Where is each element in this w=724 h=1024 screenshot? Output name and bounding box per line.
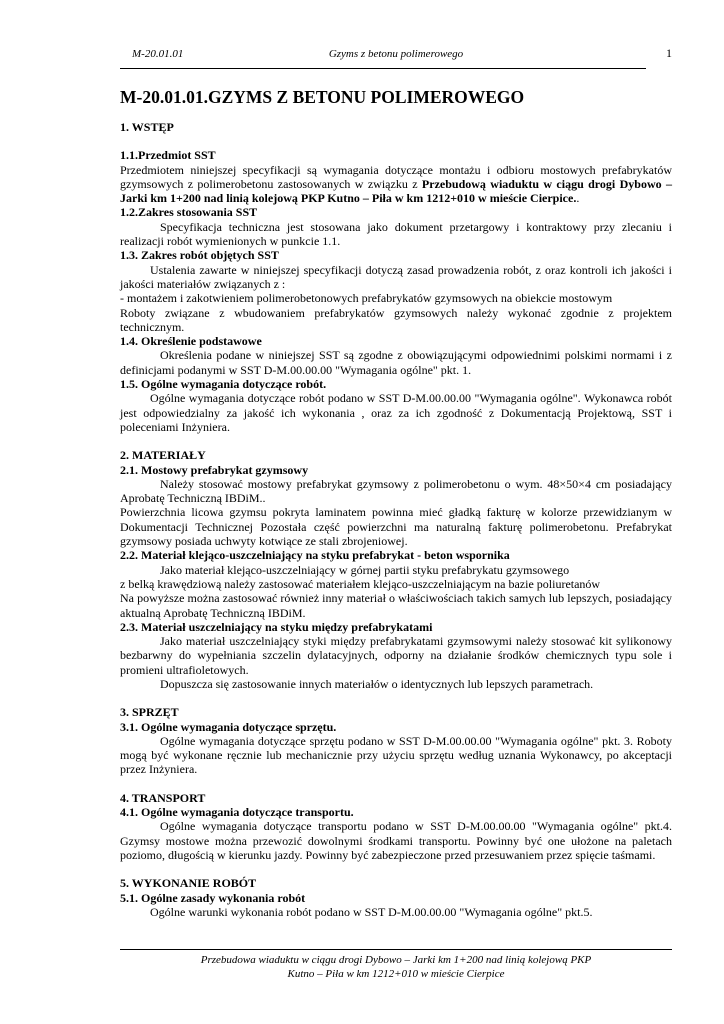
section-heading-execution: 5. WYKONANIE ROBÓT: [120, 876, 257, 891]
footer-line-2: Kutno – Piła w km 1212+010 w mieście Cierpice: [287, 968, 505, 980]
subsection-heading-2-2: 2.2. Materiał klejąco-uszczelniający na styku prefabrykat - beton wspornika: [120, 548, 510, 563]
subsection-heading-2-3: 2.3. Materiał uszczelniający na styku między prefabrykatami: [120, 619, 433, 634]
subsection-heading-5-1: 5.1. Ogólne zasady wykonania robót: [120, 890, 306, 905]
paragraph-2-1: Należy stosować mostowy prefabrykat gzymsowy z polimerobetonu o wym. 48×50×4 cm posiadający Aprobatę Techniczną IBDiM..: [120, 476, 672, 506]
paragraph-1-5: Ogólne wymagania dotyczące robót podano w SST D-M.00.00.00 "Wymagania ogólne". Wykonawca robót jest odpowiedzialny za jakość ich wykonania , oraz za ich zgodność z Dokumentacją Projektową, SST i poleceniami Inżyniera.: [120, 391, 672, 434]
paragraph-2-3-alt: Dopuszcza się zastosowanie innych materiałów o identycznych lub lepszych parametrach.: [160, 676, 594, 691]
document-title: M-20.01.01.GZYMS Z BETONU POLIMEROWEGO: [120, 87, 525, 107]
project-name: Przebudową wiaduktu w ciągu drogi Dybowo – Jarki km 1+200 nad linią kolejową PKP Kutno – Piła w km 1212+010 w mieście Cierpice.: [120, 176, 673, 206]
paragraph-1-4: Określenia podane w niniejszej SST są zgodne z obowiązującymi odpowiednimi polskimi normami i z definicjami podanymi w SST D-M.00.00.00 "Wymagania ogólne" pkt. 1.: [120, 348, 672, 377]
subsection-heading-1-3: 1.3. Zakres robót objętych SST: [120, 248, 279, 263]
paragraph-1-1: Przedmiotem niniejszej specyfikacji są wymagania dotyczące montażu i odbioru mostowych prefabrykatów gzymsowych z polimerobetonu zastosowanych w związku z Przebudową wiaduktu w ciągu drogi Dybowo – Jarki km 1+200 nad linią kolejową PKP Kutno – Piła w km 1212+010 w mieście Cierpice..: [120, 162, 673, 206]
paragraph-1-3: Ustalenia zawarte w niniejszej specyfikacji dotyczą zasad prowadzenia robót, z oraz kontroli ich jakości i jakości materiałów związanych z :: [120, 262, 672, 291]
subsection-heading-1-1: 1.1.Przedmiot SST: [120, 148, 216, 163]
footer-line-1: Przebudowa wiaduktu w ciągu drogi Dybowo – Jarki km 1+200 nad linią kolejową PKP: [200, 954, 592, 966]
header-divider: [120, 68, 646, 69]
subsection-heading-3-1: 3.1. Ogólne wymagania dotyczące sprzętu.: [120, 719, 337, 734]
page-footer: [120, 953, 672, 981]
paragraph-2-2: Jako materiał klejąco-uszczelniający w górnej partii styku prefabrykatu gzymsowego: [160, 562, 570, 577]
paragraph-2-2-alt: Na powyższe można zastosować również inny materiał o właściwościach takich samych lub lepszych, posiadający aktualną Aprobatę Techniczną IBDiM.: [120, 591, 672, 620]
document-body: [120, 86, 672, 919]
paragraph-1-3-note: Roboty związane z wbudowaniem prefabrykatów gzymsowych należy wykonać zgodnie z projektem technicznym.: [120, 305, 672, 334]
subsection-heading-2-1: 2.1. Mostowy prefabrykat gzymsowy: [120, 462, 309, 477]
paragraph-4-1: Ogólne wymagania dotyczące transportu podano w SST D-M.00.00.00 "Wymagania ogólne" pkt.4. Gzymsy mostowe można przewozić dowolnymi środkami transportu. Powinny być one ułożone na paletach poziomo, długością w kierunku jazdy. Powinny być zabezpieczone przed przesuwaniem przez spięcie taśmami.: [120, 819, 672, 862]
paragraph-2-2-cont: z belką krawędziową należy zastosować materiałem klejąco-uszczelniającym na bazie poliuretanów: [120, 576, 601, 591]
footer-divider: [120, 949, 672, 950]
paragraph-1-2: Specyfikacja techniczna jest stosowana jako dokument przetargowy i kontraktowy przy zlecaniu i realizacji robót wymienionych w punkcie 1.1.: [120, 219, 672, 249]
subsection-heading-1-2: 1.2.Zakres stosowania SST: [120, 205, 258, 220]
section-heading-equipment: 3. SPRZĘT: [120, 705, 179, 720]
page-number: 1: [666, 46, 672, 60]
section-heading-intro: 1. WSTĘP: [120, 120, 174, 134]
header-code: M-20.01.01: [132, 48, 184, 60]
page-header: [120, 48, 672, 66]
paragraph-2-1-surface: Powierzchnia licowa gzymsu pokryta laminatem powinna mieć gładką fakturę w kolorze przewidzianym w Dokumentacji Technicznej Pozostała część powierzchni ma naturalną fakturę polimerobetonu. Prefabrykat gzymsowy posiada uchwyty kotwiące ze stali zbrojeniowej.: [120, 505, 672, 549]
paragraph-5-1: Ogólne warunki wykonania robót podano w SST D-M.00.00.00 "Wymagania ogólne" pkt.5.: [150, 904, 593, 919]
section-heading-materials: 2. MATERIAŁY: [120, 448, 206, 463]
paragraph-3-1: Ogólne wymagania dotyczące sprzętu podano w SST D-M.00.00.00 "Wymagania ogólne" pkt. 3. Roboty mogą być wykonane ręcznie lub mechanicznie przy użyciu sprzętu według uznania Wykonawcy, po akceptacji przez Inżyniera.: [120, 733, 672, 777]
subsection-heading-1-5: 1.5. Ogólne wymagania dotyczące robót.: [120, 377, 327, 392]
paragraph-2-3: Jako materiał uszczelniający styki między prefabrykatami gzymsowymi należy stosować kit sylikonowy bezbarwny do wypełniania szczelin dylatacyjnych, odporny na działanie środków chemicznych typu sole i promieni ultrafioletowych.: [120, 634, 672, 677]
subsection-heading-1-4: 1.4. Określenie podstawowe: [120, 334, 262, 349]
subsection-heading-4-1: 4.1. Ogólne wymagania dotyczące transportu.: [120, 805, 354, 820]
section-heading-transport: 4. TRANSPORT: [120, 790, 206, 805]
header-title: Gzyms z betonu polimerowego: [328, 48, 464, 60]
paragraph-1-3-item: - montażem i zakotwieniem polimerobetonowych prefabrykatów gzymsowych na obiekcie mostowym: [120, 291, 613, 306]
